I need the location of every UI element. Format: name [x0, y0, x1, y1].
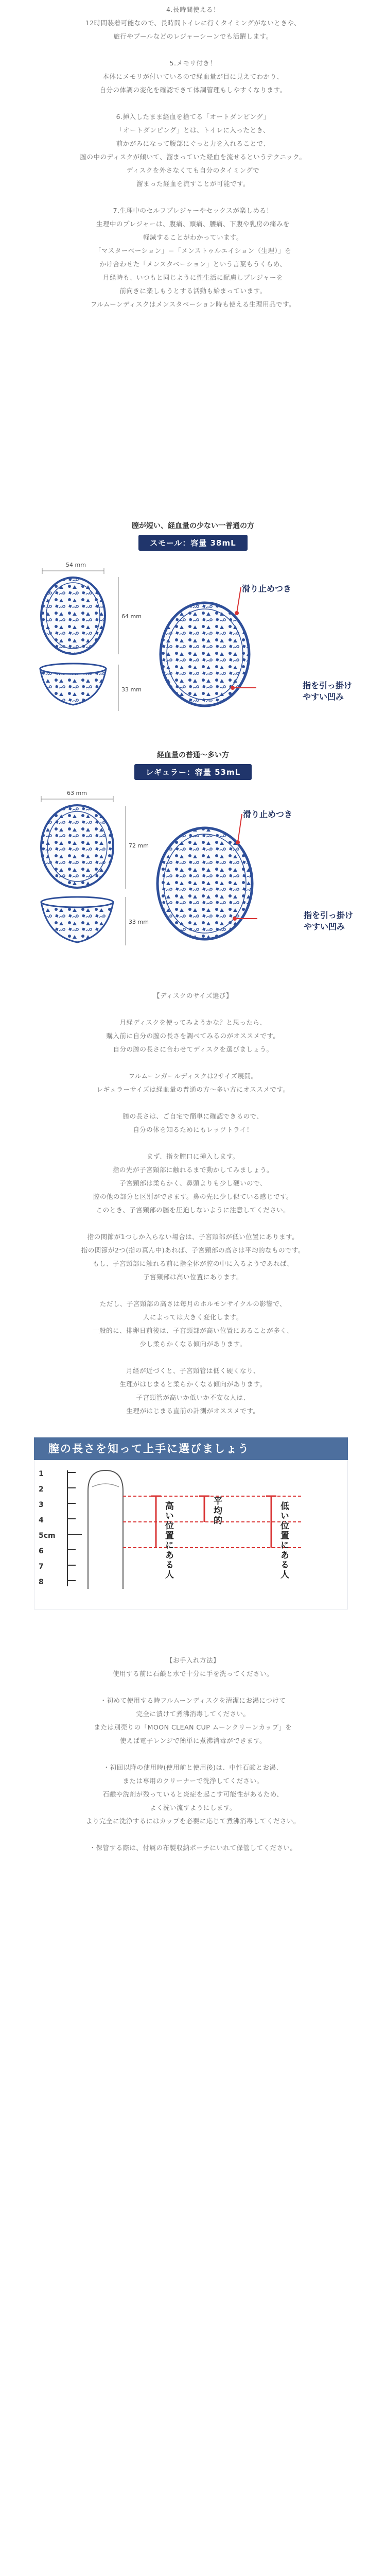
- scale-mark: 7: [39, 1563, 44, 1571]
- text-line: 指の関節が2つ(指の真ん中)あれば、子宮頸部の高さは平均的なものです。: [81, 1246, 305, 1254]
- text-line: 石鹸や洗剤が残っていると炎症を起こす可能性があるため、: [102, 1790, 284, 1798]
- regular-depth: 33 mm: [129, 919, 149, 925]
- text-line: 自分の体を知るためにもレッツトライ！: [133, 1126, 253, 1133]
- text-line: このとき、子宮頸部の膣を圧迫しないように注意してください。: [96, 1206, 290, 1214]
- text-line: ・初回以降の使用時(使用前と使用後)は、中性石鹸とお湯、: [103, 1764, 283, 1771]
- text-line: もし、子宮頸部に触れる前に指全体が膣の中に入るようであれば、: [92, 1260, 293, 1267]
- text-line: 膣の長さは、ご自宅で簡単に確認できるので、: [122, 1112, 264, 1120]
- scale-mark: 1: [39, 1470, 44, 1478]
- text-line: [0, 1003, 386, 1016]
- text-line: ディスクを外さなくても自分のタイミングで: [126, 166, 260, 174]
- small-caption: 膣が短い、経血量の少ない一普通の方: [132, 522, 254, 530]
- scale-mark: 5cm: [39, 1532, 56, 1540]
- regular-caption: 経血量の普通〜多い方: [157, 751, 229, 759]
- text-line: 前向きに楽しもうとする活動も始まっています。: [119, 287, 267, 295]
- finger-scale: [39, 1466, 56, 1590]
- text-line: [0, 1137, 386, 1150]
- text-line: 6.挿入したまま経血を捨てる「オートダンピング」: [116, 113, 270, 121]
- finger-diagram: [34, 1460, 348, 1609]
- text-line: 月経時も、いつもと同じように性生活に配慮しプレジャーを: [103, 274, 283, 281]
- small-depth: 33 mm: [121, 686, 142, 693]
- text-line: 「オートダンピング」とは、トイレに入ったとき、: [116, 126, 270, 134]
- text-line: [0, 1351, 386, 1364]
- scale-mark: 2: [39, 1485, 44, 1494]
- text-line: 膣の他の部分と区別ができます。鼻の先に少し似ている感じです。: [93, 1193, 293, 1200]
- small-disc-front: [161, 603, 249, 706]
- text-line: ただし、子宮頸部の高さは毎月のホルモンサイクルの影響で、: [99, 1300, 287, 1308]
- scale-mark: 8: [39, 1578, 44, 1586]
- regular-callout-notch-1: 指を引っ掛け: [304, 910, 354, 920]
- finger-label-low: 低い位置にある人: [278, 1501, 289, 1580]
- regular-disc-front: [157, 828, 252, 939]
- text-line: [0, 1217, 386, 1230]
- text-line: 膣の中のディスクが傾いて、溜まっていた経血を流せるというテクニック。: [80, 153, 306, 161]
- small-callout-grip: 滑り止めつき: [242, 584, 292, 594]
- finger-label-average: 平均的: [212, 1496, 222, 1526]
- regular-width: 63 mm: [67, 790, 87, 796]
- text-line: [0, 1096, 386, 1110]
- regular-disc-top: [41, 805, 113, 888]
- text-line: [0, 43, 386, 57]
- text-line: 完全に漬けて煮沸消毒してください。: [136, 1710, 250, 1718]
- regular-callout-grip: 滑り止めつき: [243, 809, 293, 819]
- small-callout-notch-2: やすい凹み: [303, 692, 344, 702]
- text-line: よく洗い流すようにします。: [149, 1804, 236, 1811]
- text-line: [0, 1748, 386, 1761]
- text-line: 使えば電子レンジで簡単に煮沸消毒ができます。: [119, 1737, 267, 1744]
- scale-mark: 4: [39, 1516, 44, 1524]
- text-line: [0, 191, 386, 204]
- regular-size-header: [0, 750, 386, 780]
- scale-mark: 3: [39, 1501, 44, 1509]
- text-line: 5.メモリ付き！: [169, 59, 217, 67]
- care-text: [0, 1654, 386, 1855]
- text-line: または専用のクリーナーで洗浄してください。: [122, 1777, 264, 1785]
- text-line: 軽減することがわかっています。: [143, 233, 243, 241]
- text-line: [0, 1828, 386, 1841]
- text-line: [0, 1056, 386, 1070]
- text-line: ・初めて使用する時フルムーンディスクを清潔にお湯につけて: [100, 1697, 286, 1704]
- text-line: レギュラーサイズは経血量の普通の方〜多い方にオススメです。: [96, 1086, 290, 1093]
- small-width: 54 mm: [66, 562, 86, 568]
- text-line: 少し柔らかくなる傾向があります。: [139, 1340, 247, 1348]
- text-line: または別売りの「MOON CLEAN CUP ムーンクリーンカップ」を: [94, 1723, 292, 1731]
- text-line: 7.生理中のセルフプレジャーやセックスが楽しめる！: [113, 207, 273, 214]
- text-line: 「マスターベーション」＝「メンストゥルエイション（生理）」を: [94, 247, 292, 255]
- text-line: まず、指を膣口に挿入します。: [146, 1153, 239, 1160]
- text-line: 12時間装着可能なので、長時間トイレに行くタイミングがないときや、: [85, 19, 301, 27]
- text-line: 子宮頸管が高いか低いか不安な人は、: [136, 1394, 250, 1401]
- text-line: ・保管する際は、付属の布製収納ポーチにいれて保管してください。: [89, 1844, 297, 1852]
- small-callout-notch-1: 指を引っ掛け: [303, 681, 353, 690]
- text-line: 使用する前に石鹸と水で十分に手を洗ってください。: [112, 1670, 273, 1677]
- regular-size-label: レギュラー：容量 53mL: [134, 764, 252, 780]
- intro-text: [0, 3, 386, 311]
- text-line: [0, 1681, 386, 1694]
- text-line: 旅行やプールなどのレジャーシーンでも活躍します。: [113, 32, 273, 40]
- text-line: 前かがみになって腹部にぐっと力を入れることで、: [116, 140, 270, 147]
- size-guide-text: [0, 989, 386, 1418]
- small-disc-top: [41, 578, 105, 654]
- text-line: 人によっては大きく変化します。: [143, 1313, 243, 1321]
- small-size-label: スモール：容量 38mL: [138, 535, 247, 551]
- text-line: 【ディスクのサイズ選び】: [153, 992, 233, 999]
- text-line: 子宮頸部は柔らかく、鼻頭よりも少し硬いので、: [119, 1179, 267, 1187]
- text-line: 自分の膣の長さに合わせてディスクを選びましょう。: [113, 1045, 273, 1053]
- small-height: 64 mm: [121, 613, 142, 620]
- text-line: 本体にメモリが付いているので経血量が目に見えてわかり、: [102, 73, 284, 80]
- text-line: 月経ディスクを使ってみようかな？と思ったら、: [119, 1019, 267, 1026]
- text-line: より完全に洗浄するにはカップを必要に応じて煮沸消毒してください。: [86, 1817, 300, 1825]
- text-line: 一般的に、排卵日前後は、子宮頸部が高い位置にあることが多く、: [93, 1327, 293, 1334]
- text-line: 子宮頸部は高い位置にあります。: [143, 1273, 243, 1281]
- scale-mark: 6: [39, 1547, 44, 1555]
- finger-diagram-title: 膣の長さを知って上手に選びましょう: [34, 1437, 348, 1460]
- text-line: 4.長時間使える！: [166, 6, 220, 13]
- text-line: フルムーンガールディスクは2サイズ展開。: [128, 1072, 258, 1080]
- text-line: 指の先が子宮頸部に触れるまで動かしてみましょう。: [112, 1166, 273, 1174]
- text-line: 購入前に自分の膣の長さを調べてみるのがオススメです。: [106, 1032, 280, 1040]
- text-line: 指の関節が1つしか入らない場合は、子宮頸部が低い位置にあります。: [87, 1233, 299, 1241]
- regular-callout-notch-2: やすい凹み: [304, 922, 345, 931]
- text-line: 【お手入れ方法】: [166, 1656, 220, 1664]
- text-line: [0, 97, 386, 110]
- text-line: [0, 1284, 386, 1297]
- text-line: フルムーンディスクはメンスタベーション時も使える生理用品です。: [90, 300, 296, 308]
- text-line: 生理中のプレジャーは、腹痛、頭痛、腰痛、下腹や乳房の痛みを: [96, 220, 290, 228]
- text-line: 生理がはじまると柔らかくなる傾向があります。: [119, 1380, 267, 1388]
- text-line: 月経が近づくと、子宮頸管は低く硬くなり、: [126, 1367, 260, 1375]
- regular-disc-diagram: [0, 786, 386, 961]
- small-size-header: [0, 520, 386, 551]
- text-line: 溜まった経血を流すことが可能です。: [136, 180, 250, 188]
- text-line: 自分の体調の変化を確認できて体調管理もしやすくなります。: [99, 86, 287, 94]
- text-line: かけ合わせた「メンスタベーション」という言葉もうくらめ、: [99, 260, 287, 268]
- regular-height: 72 mm: [129, 842, 149, 849]
- finger-label-high: 高い位置にある人: [163, 1501, 173, 1580]
- text-line: 生理がはじまる直前の計測がオススメです。: [126, 1407, 260, 1415]
